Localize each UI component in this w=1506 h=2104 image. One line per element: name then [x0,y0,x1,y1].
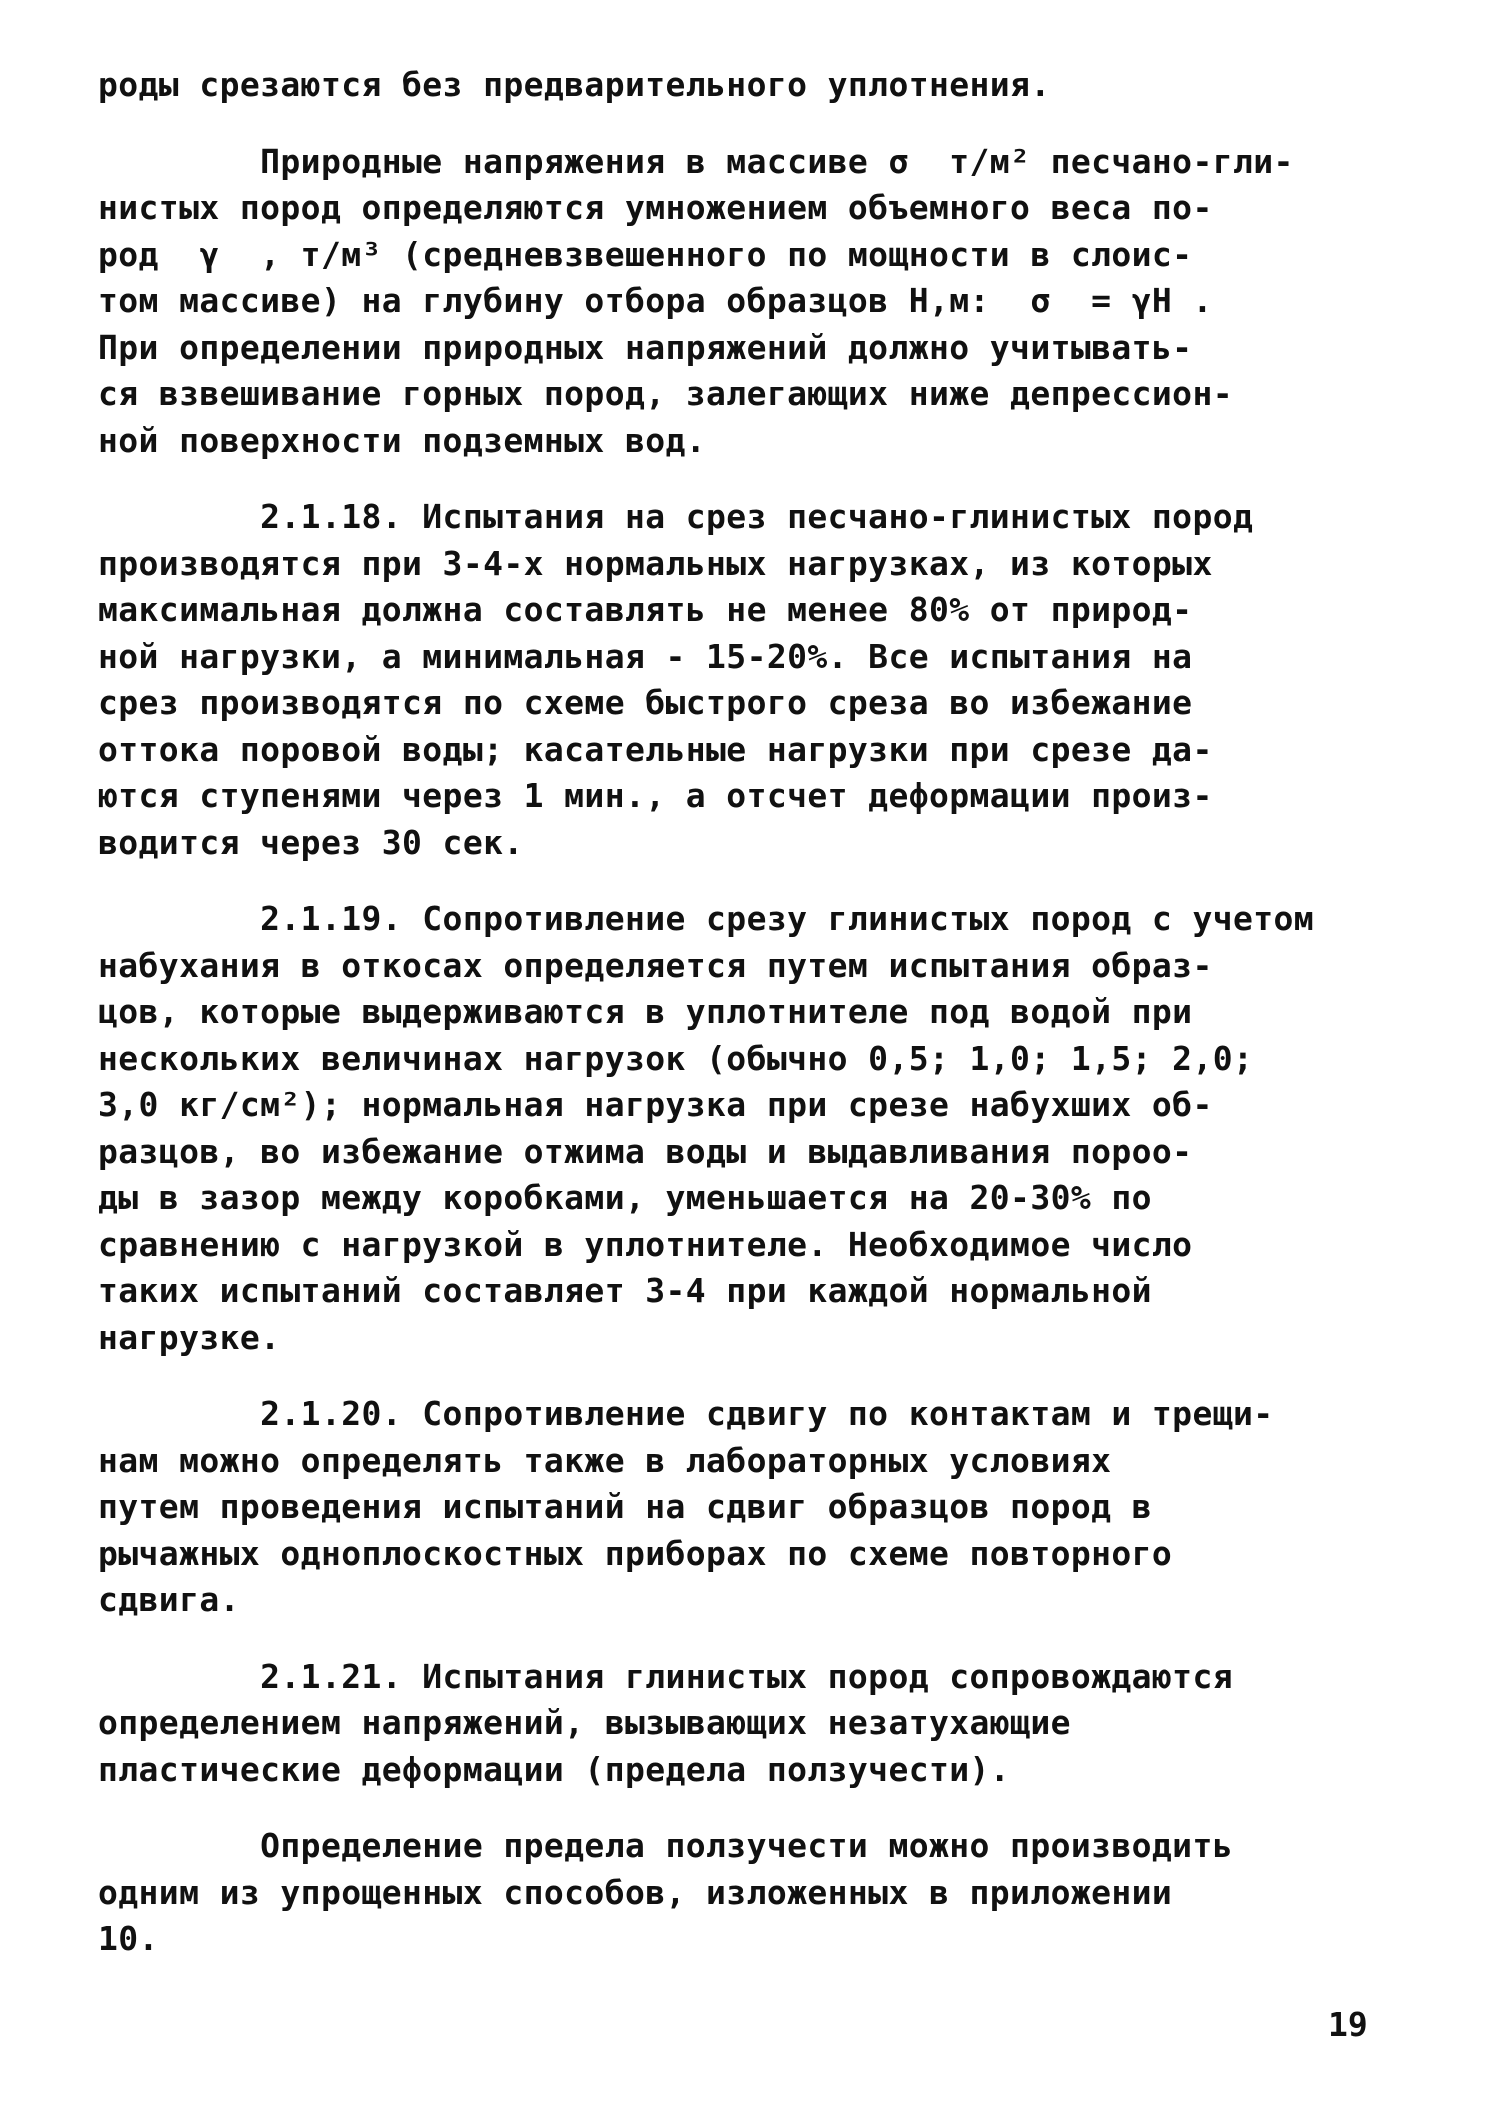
text-line: нам можно определять также в лабораторных условиях [98,1440,1112,1480]
text-line: определением напряжений, вызывающих незатухающие [98,1703,1071,1742]
text-line: таких испытаний составляет 3-4 при каждой нормальной [98,1271,1152,1310]
paragraph [98,1391,1428,1624]
text-line: разцов, во избежание отжима воды и выдавливания пороо- [98,1131,1193,1171]
text-line: 2.1.19. Сопротивление срезу глинистых пород с учетом [98,899,1315,938]
text-line: нескольких величинах нагрузок (обычно 0,5; 1,0; 1,5; 2,0; [98,1038,1254,1078]
text-line: 2.1.21. Испытания глинистых пород сопровождаются [98,1656,1233,1696]
page-number: 19 [1328,2005,1368,2044]
text-line: 2.1.18. Испытания на срез песчано-глинистых пород [98,497,1254,536]
text-line: максимальная должна составлять не менее 80% от природ- [98,590,1193,629]
paragraph [98,1823,1428,1963]
text-line: ной нагрузки, а минимальная - 15-20%. Все испытания на [98,636,1193,676]
text-line: срез производятся по схеме быстрого среза во избежание [98,683,1193,722]
text-line: роды срезаются без предварительного уплотнения. [98,65,1051,104]
text-line: пластические деформации (предела ползучести). [98,1749,1011,1789]
text-line: одним из упрощенных способов, изложенных в приложении [98,1872,1173,1912]
text-line: том массиве) на глубину отбора образцов Н,м: σ = γН . [98,281,1213,320]
text-line: 10. [98,1919,159,1958]
text-line: цов, которые выдерживаются в уплотнителе под водой при [98,992,1193,1031]
text-line: род γ , т/м³ (средневзвешенного по мощности в слоис- [98,234,1193,274]
text-line: ды в зазор между коробками, уменьшается на 20-30% по [98,1178,1152,1217]
text-line: оттока поровой воды; касательные нагрузки при срезе да- [98,729,1213,769]
paragraph [98,139,1428,465]
paragraph [98,1654,1428,1794]
text-line: ются ступенями через 1 мин., а отсчет деформации произ- [98,776,1213,815]
text-line: водится через 30 сек. [98,822,524,862]
text-line: нагрузке. [98,1317,281,1357]
paragraph [98,896,1428,1361]
text-line: рычажных одноплоскостных приборах по схеме повторного [98,1533,1173,1573]
document-page [98,62,1428,1993]
text-line: производятся при 3-4-х нормальных нагрузках, из которых [98,543,1213,583]
text-line: При определении природных напряжений должно учитывать- [98,327,1193,367]
text-line: нистых пород определяются умножением объемного веса по- [98,188,1213,227]
text-line: сдвига. [98,1580,240,1619]
text-line: Природные напряжения в массиве σ т/м² песчано-гли- [98,141,1294,181]
text-line: набухания в откосах определяется путем испытания образ- [98,945,1213,985]
text-line: ной поверхности подземных вод. [98,420,707,460]
text-line: сравнению с нагрузкой в уплотнителе. Необходимое число [98,1224,1193,1264]
text-line: 3,0 кг/см²); нормальная нагрузка при срезе набухших об- [98,1085,1213,1124]
text-line: 2.1.20. Сопротивление сдвигу по контактам и трещи- [98,1394,1274,1433]
text-line: ся взвешивание горных пород, залегающих ниже депрессион- [98,374,1233,413]
paragraph [98,494,1428,866]
text-line: путем проведения испытаний на сдвиг образцов пород в [98,1487,1152,1526]
text-line: Определение предела ползучести можно производить [98,1826,1233,1865]
paragraph [98,62,1428,109]
